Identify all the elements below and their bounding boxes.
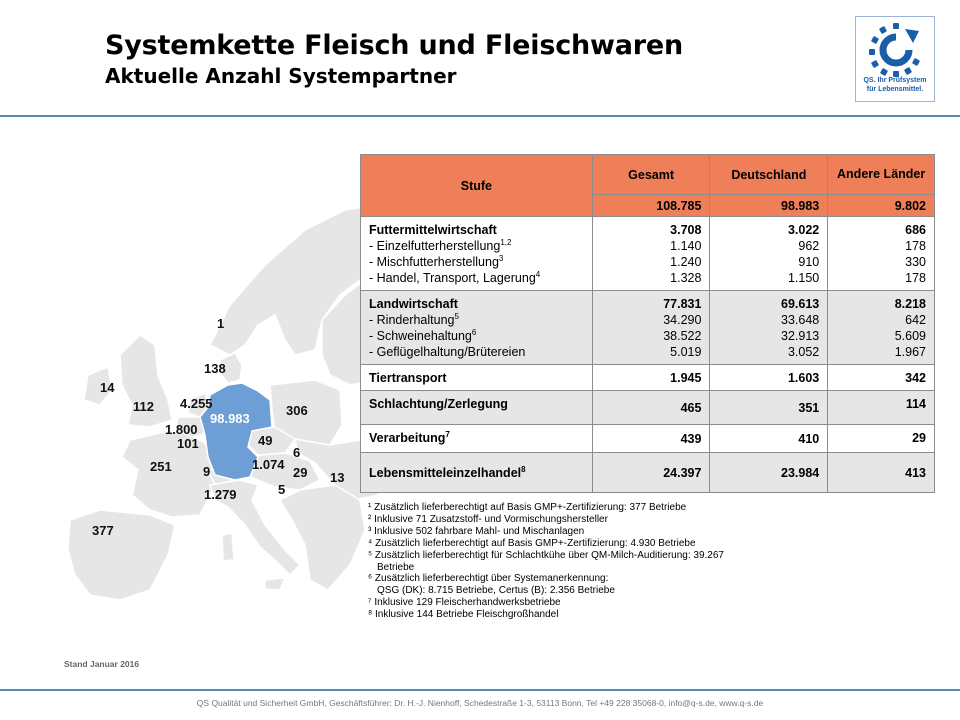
table-row-futter [361,217,935,291]
futter-r3-gesamt: 1.328 [670,271,702,285]
qs-logo-icon [867,21,925,77]
footnote-3: ³ Inklusive 502 fahrbare Mahl- und Mischanlagen [368,525,585,537]
tiertransport-gesamt: 1.945 [592,365,710,391]
systempartner-table [360,154,935,493]
futter-r3-de: 1.150 [787,271,820,285]
europe-map [60,195,380,615]
lebensmittel-andere: 413 [828,453,935,493]
verarbeitung-gesamt: 439 [592,425,710,453]
map-label-netherlands: 4.255 [180,396,213,411]
land-row-1: - Rinderhaltung$^5$ [369,311,459,327]
footnote-8: ⁸ Inklusive 144 Betriebe Fleischgroßhandel [368,609,559,621]
europe-map-shapes [60,195,380,615]
futter-deutschland: 3.022 [787,223,820,237]
futter-andere: 686 [905,223,926,237]
footnote-5a: ⁵ Zusätzlich lieferberechtigt für Schlachtkühe über QM-Milch-Auditierung: 39.267 [368,549,724,561]
land-r2-gesamt: 38.522 [663,329,702,343]
map-label-romania: 13 [330,470,345,485]
footnote-1: ¹ Zusätzlich lieferberechtigt auf Basis GMP+-Zertifizierung: 377 Betriebe [368,502,687,513]
land-r3-andere: 1.967 [894,345,926,359]
stand-date: Stand Januar 2016 [64,659,140,669]
page-title: Systemkette Fleisch und Fleischwaren [105,30,684,61]
map-label-czech: 49 [258,433,273,448]
futter-r1-de: 962 [798,239,820,253]
header-andere: Andere Länder [828,155,935,195]
footnote-4: ⁴ Zusätzlich lieferberechtigt auf Basis GMP+-Zertifizierung: 4.930 Betriebe [368,537,696,549]
land-deutschland: 69.613 [781,297,820,311]
map-label-denmark: 138 [204,361,226,376]
futter-gesamt: 3.708 [670,223,702,237]
futter-r3-andere: 178 [905,271,926,285]
land-title: Landwirtschaft [369,297,458,311]
map-label-uk: 112 [133,399,154,414]
land-r1-andere: 642 [905,313,926,327]
map-label-germany: 98.983 [210,411,250,426]
map-label-italy: 1.279 [204,487,237,502]
table-row-land [361,291,935,365]
land-row-2: - Schweinehaltung$^6$ [369,327,477,343]
land-r3-de: 3.052 [787,345,820,359]
table-row-lebensmittel [361,453,935,493]
map-label-hungary: 29 [293,465,308,480]
futter-r2-andere: 330 [905,255,926,269]
footer-text: QS Qualität und Sicherheit GmbH, Geschäftsführer: Dr. H.-J. Nienhoff, Schedestraße 1-3, 53113 Bonn, Tel +49 228 35068-0, info@q-s.de, www.q-s.de [196,698,764,708]
sicily-shape [265,578,285,590]
land-r1-gesamt: 34.290 [663,313,702,327]
total-gesamt: 108.785 [592,195,710,217]
futter-row-3: - Handel, Transport, Lagerung$^4$ [369,269,541,285]
table-row-tiertransport [361,365,935,391]
footnote-7: ⁷ Inklusive 129 Fleischerhandwerksbetriebe [368,597,561,609]
header-stufe: Stufe [361,155,593,217]
land-r2-de: 32.913 [781,329,820,343]
map-label-ireland: 14 [100,380,115,395]
futter-r1-gesamt: 1.140 [670,239,702,253]
land-row-3: - Geflügelhaltung/Brütereien [369,345,526,359]
schlachtung-de: 351 [710,391,828,425]
lebensmittel-label: Lebensmitteleinzelhandel$^8$ [361,453,593,493]
total-andere: 9.802 [828,195,935,217]
map-label-slovakia: 6 [293,445,301,460]
verarbeitung-andere: 29 [828,425,935,453]
logo-text-line2: für Lebensmittel. [866,86,924,93]
verarbeitung-label: Verarbeitung$^7$ [361,425,593,453]
footnotes [368,502,724,621]
tiertransport-de: 1.603 [710,365,828,391]
header-gesamt: Gesamt [592,155,710,195]
footnote-2: ² Inklusive 71 Zusatzstoff- und Vormischungshersteller [368,513,608,525]
futter-row-2: - Mischfutterherstellung$^3$ [369,253,504,269]
futter-row-1: - Einzelfutterherstellung$^{1,2}$ [369,237,512,253]
header-deutschland: Deutschland [710,155,828,195]
table-row-verarbeitung [361,425,935,453]
schlachtung-gesamt: 465 [592,391,710,425]
tiertransport-andere: 342 [828,365,935,391]
table-header-row [361,155,935,195]
land-r1-de: 33.648 [781,313,820,327]
total-deutschland: 98.983 [710,195,828,217]
land-gesamt: 77.831 [663,297,702,311]
futter-r1-andere: 178 [905,239,926,253]
futter-title: Futtermittelwirtschaft [369,223,497,237]
map-label-slovenia: 5 [278,482,286,497]
logo-text-line1: QS. Ihr Prüfsystem [863,77,927,84]
map-label-poland: 306 [286,403,308,418]
map-label-scandinavia: 1 [217,316,225,331]
table-row-schlachtung [361,391,935,425]
lebensmittel-de: 23.984 [710,453,828,493]
lebensmittel-gesamt: 24.397 [592,453,710,493]
schlachtung-label: Schlachtung/Zerlegung [361,391,593,425]
verarbeitung-de: 410 [710,425,828,453]
land-andere: 8.218 [894,297,926,311]
map-label-switzerland: 9 [203,464,211,479]
schlachtung-andere: 114 [828,391,935,425]
footnote-6a: ⁶ Zusätzlich lieferberechtigt über Systemanerkennung: [368,573,609,585]
tiertransport-label: Tiertransport [361,365,593,391]
header-divider [0,115,960,117]
sardinia-shape [222,533,234,561]
map-label-luxembourg: 101 [177,436,199,451]
map-label-belgium: 1.800 [165,422,198,437]
qs-logo [855,16,935,102]
map-label-austria: 1.074 [252,457,285,472]
map-label-spain: 377 [92,523,114,538]
map-label-france: 251 [150,459,172,474]
balkans-shape [280,485,365,590]
iberia-shape [68,510,175,600]
futter-r2-de: 910 [798,255,820,269]
page-subtitle: Aktuelle Anzahl Systempartner [105,64,457,88]
footnote-6b: QSG (DK): 8.715 Betriebe, Certus (B): 2.356 Betriebe [377,585,615,597]
footer-divider [0,689,960,691]
footnote-5b: Betriebe [377,561,415,573]
land-r3-gesamt: 5.019 [670,345,702,359]
land-r2-andere: 5.609 [894,329,926,343]
futter-r2-gesamt: 1.240 [670,255,702,269]
